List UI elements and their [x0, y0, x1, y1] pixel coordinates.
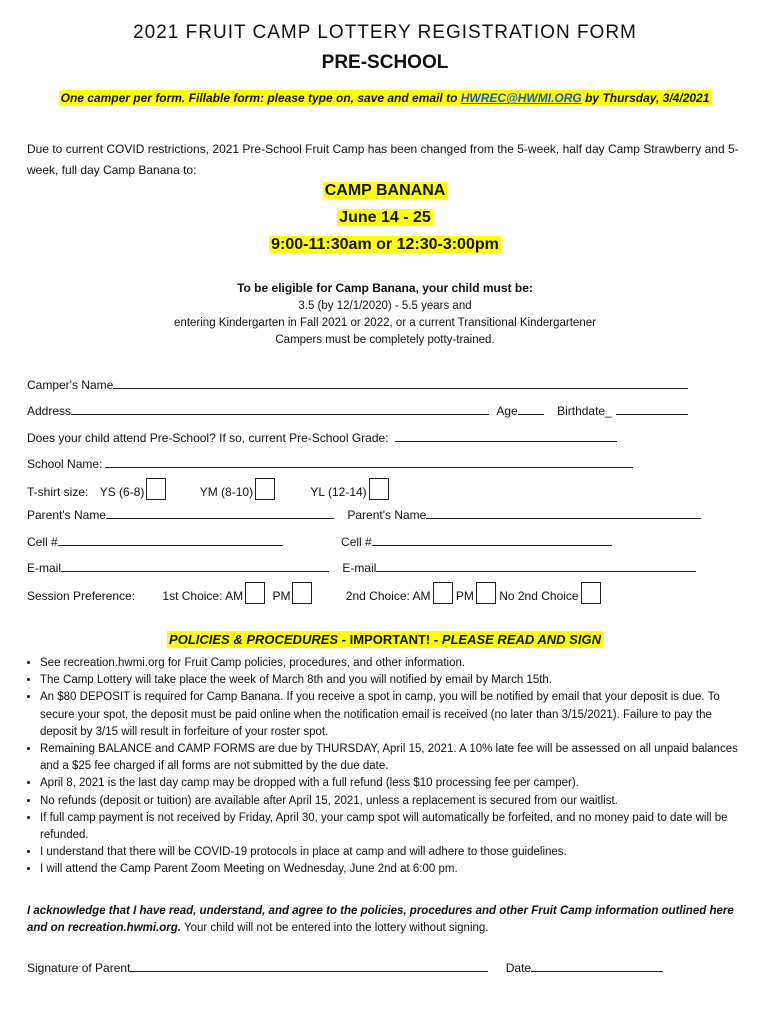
- date-label: Date: [505, 961, 532, 975]
- camper-name-input[interactable]: [113, 376, 688, 389]
- cell-row: [27, 533, 612, 549]
- policy-item: • See recreation.hwmi.org for Fruit Camp policies, procedures, and other information.: [40, 655, 752, 672]
- session-label: Session Preference:: [27, 589, 136, 603]
- parent-name-row: [27, 506, 701, 522]
- parent1-name-input[interactable]: [106, 506, 334, 519]
- address-label: Address: [27, 404, 72, 418]
- policies-list: [22, 655, 752, 879]
- policy-item: • Remaining BALANCE and CAMP FORMS are due by THURSDAY, April 15, 2021. A 10% late fee will be assessed on all unpaid balances and a $25 fee charged if all forms are not submitted by the due date.: [40, 741, 752, 775]
- preschool-question: Does your child attend Pre-School? If so, current Pre-School Grade:: [27, 431, 389, 445]
- policies-heading: POLICIES & PROCEDURES - IMPORTANT! - PLEASE READ AND SIGN: [169, 632, 601, 647]
- second-choice-pm-checkbox[interactable]: [476, 582, 496, 604]
- email-link[interactable]: HWREC@HWMI.ORG: [460, 91, 582, 105]
- cell2-input[interactable]: [372, 533, 612, 546]
- address-row: [27, 402, 688, 418]
- second-choice-am-label: 2nd Choice: AM: [345, 589, 431, 603]
- email1-label: E-mail: [27, 561, 62, 575]
- acknowledgement-bold: I acknowledge that I have read, understand, and agree to the policies, procedures and other Fruit Camp information outlined here and on recreation.hwmi.org.: [27, 905, 734, 934]
- email2-input[interactable]: [376, 559, 696, 572]
- tshirt-yl-checkbox[interactable]: [369, 478, 389, 500]
- parent1-name-label: Parent's Name: [27, 508, 106, 522]
- school-name-row: [27, 455, 633, 471]
- eligibility-age: 3.5 (by 12/1/2020) - 5.5 years and: [298, 300, 472, 312]
- signature-label: Signature of Parent: [27, 961, 131, 975]
- camper-name-label: Camper's Name: [27, 378, 114, 392]
- tshirt-yl-label: YL (12-14): [310, 485, 367, 499]
- cell2-label: Cell #: [341, 535, 372, 549]
- camp-name: CAMP BANANA: [324, 182, 446, 199]
- camp-dates: June 14 - 25: [339, 209, 431, 226]
- preschool-grade-input[interactable]: [395, 429, 617, 442]
- no-second-choice-label: No 2nd Choice: [499, 589, 579, 603]
- policy-item: • April 8, 2021 is the last day camp may be dropped with a full refund (less $10 processing fee per camper).: [40, 775, 752, 792]
- acknowledgement: [27, 903, 742, 937]
- age-input[interactable]: [518, 402, 544, 415]
- tshirt-ys-checkbox[interactable]: [146, 478, 166, 500]
- eligibility-grade: entering Kindergarten in Fall 2021 or 2022, or a current Transitional Kindergartener: [174, 317, 596, 329]
- email-row: [27, 559, 696, 575]
- eligibility-heading: To be eligible for Camp Banana, your child must be:: [237, 281, 533, 295]
- address-input[interactable]: [71, 402, 489, 415]
- session-row: [27, 582, 601, 604]
- tshirt-label: T-shirt size:: [27, 485, 89, 499]
- cell1-label: Cell #: [27, 535, 58, 549]
- form-title: 2021 FRUIT CAMP LOTTERY REGISTRATION FORM: [133, 22, 637, 43]
- policy-item: • The Camp Lottery will take place the week of March 8th and you will notified by email by March 15th.: [40, 672, 752, 689]
- policy-item: • An $80 DEPOSIT is required for Camp Banana. If you receive a spot in camp, you will be notified by email that your deposit is due. To secure your spot, the deposit must be paid online when the notification email is received (no later than 3/15/2021). Failure to pay the deposit by 3/15 will result in forfeiture of your roster spot.: [40, 689, 752, 741]
- second-choice-pm-label: PM: [455, 589, 474, 603]
- first-choice-am-label: 1st Choice: AM: [162, 589, 244, 603]
- instruction-prefix: One camper per form. Fillable form: please type on, save and email to: [60, 91, 461, 105]
- policy-item: • I will attend the Camp Parent Zoom Meeting on Wednesday, June 2nd at 6:00 pm.: [40, 861, 752, 878]
- second-choice-am-checkbox[interactable]: [433, 582, 453, 604]
- preschool-row: [27, 429, 617, 445]
- eligibility-potty: Campers must be completely potty-trained.: [275, 334, 495, 346]
- tshirt-ym-checkbox[interactable]: [255, 478, 275, 500]
- birthdate-input[interactable]: [616, 402, 688, 415]
- email1-input[interactable]: [61, 559, 329, 572]
- camp-times: 9:00-11:30am or 12:30-3:00pm: [271, 236, 499, 253]
- signature-row: [27, 959, 663, 975]
- parent2-name-input[interactable]: [426, 506, 701, 519]
- email2-label: E-mail: [342, 561, 377, 575]
- acknowledgement-note: Your child will not be entered into the lottery without signing.: [181, 922, 489, 934]
- parent2-name-label: Parent's Name: [347, 508, 427, 522]
- age-label: Age: [496, 404, 518, 418]
- school-name-label: School Name:: [27, 457, 103, 471]
- birthdate-label: Birthdate_: [557, 404, 612, 418]
- intro-text: Due to current COVID restrictions, 2021 Pre-School Fruit Camp has been changed from the 5-week, half day Camp Strawberry and 5-week, full day Camp Banana to:: [27, 142, 739, 177]
- school-name-input[interactable]: [105, 455, 633, 468]
- form-subtitle: PRE-SCHOOL: [321, 52, 449, 73]
- first-choice-pm-checkbox[interactable]: [292, 582, 312, 604]
- signature-input[interactable]: [130, 959, 488, 972]
- no-second-choice-checkbox[interactable]: [581, 582, 601, 604]
- cell1-input[interactable]: [58, 533, 283, 546]
- first-choice-pm-label: PM: [272, 589, 291, 603]
- policy-item: • If full camp payment is not received by Friday, April 30, your camp spot will automatically be forfeited, and no money paid to date will be refunded.: [40, 810, 752, 844]
- first-choice-am-checkbox[interactable]: [245, 582, 265, 604]
- tshirt-ym-label: YM (8-10): [199, 485, 254, 499]
- tshirt-ys-label: YS (6-8): [99, 485, 145, 499]
- policy-item: • No refunds (deposit or tuition) are available after April 15, 2021, unless a replacement is secured from our waitlist.: [40, 793, 752, 810]
- tshirt-row: [27, 478, 389, 500]
- policy-item: • I understand that there will be COVID-19 protocols in place at camp and will adhere to those guidelines.: [40, 844, 752, 861]
- eligibility-section: [0, 280, 770, 349]
- date-input[interactable]: [531, 959, 663, 972]
- camper-name-row: [27, 376, 688, 392]
- instruction-suffix: by Thursday, 3/4/2021: [581, 91, 710, 105]
- instructions: [0, 89, 770, 107]
